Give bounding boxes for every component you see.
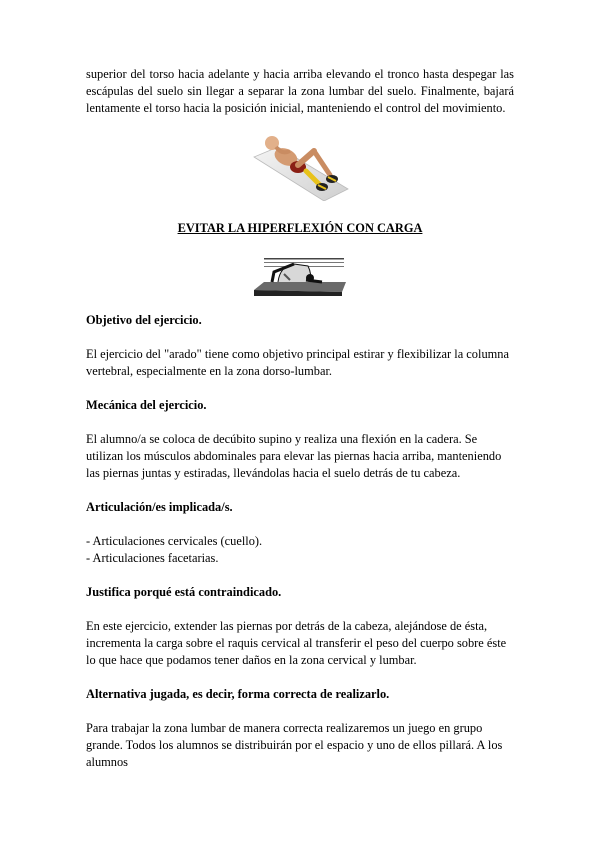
crunch-figure-icon [248,129,352,201]
articulaciones-item-2: - Articulaciones facetarias. [86,551,219,565]
crunch-illustration [86,129,514,201]
section-title: EVITAR LA HIPERFLEXIÓN CON CARGA [177,221,423,235]
alternativa-text: Para trabajar la zona lumbar de manera correcta realizaremos un juego en grupo grande. Todos los alumnos se distribuirán por el espacio y uno de ellos pillará. A los alumnos [86,721,503,769]
articulaciones-item-1: - Articulaciones cervicales (cuello). [86,534,263,548]
document-page [86,66,514,771]
objetivo-heading: Objetivo del ejercicio. [86,313,202,327]
mecanica-text: El alumno/a se coloca de decúbito supino y realiza una flexión en la cadera. Se utilizan los músculos abdominales para elevar las piernas hacia arriba, manteniendo las piernas juntas y estiradas, llevándolas hacia el suelo detrás de tu cabeza. [86,432,502,480]
objetivo-text: El ejercicio del "arado" tiene como objetivo principal estirar y flexibilizar la columna vertebral, especialmente en la zona dorso-lumbar. [86,347,509,378]
intro-paragraph: superior del torso hacia adelante y hacia arriba elevando el tronco hasta despegar las escápulas del suelo sin llegar a separar la zona lumbar del suelo. Finalmente, bajará lentamente el torso hacia la posición inicial, manteniendo el control del movimiento. [86,67,514,115]
alternativa-heading: Alternativa jugada, es decir, forma correcta de realizarlo. [86,687,390,701]
justifica-heading: Justifica porqué está contraindicado. [86,585,282,599]
mecanica-heading: Mecánica del ejercicio. [86,398,207,412]
plow-pose-icon [250,252,350,298]
justifica-text: En este ejercicio, extender las piernas por detrás de la cabeza, alejándose de ésta, incrementa la carga sobre el raquis cervical al transferir el peso del cuerpo sobre éste lo que hace que podamos tener daños en la zona cervical y lumbar. [86,619,507,667]
plow-illustration [86,252,514,298]
articulaciones-heading: Articulación/es implicada/s. [86,500,233,514]
